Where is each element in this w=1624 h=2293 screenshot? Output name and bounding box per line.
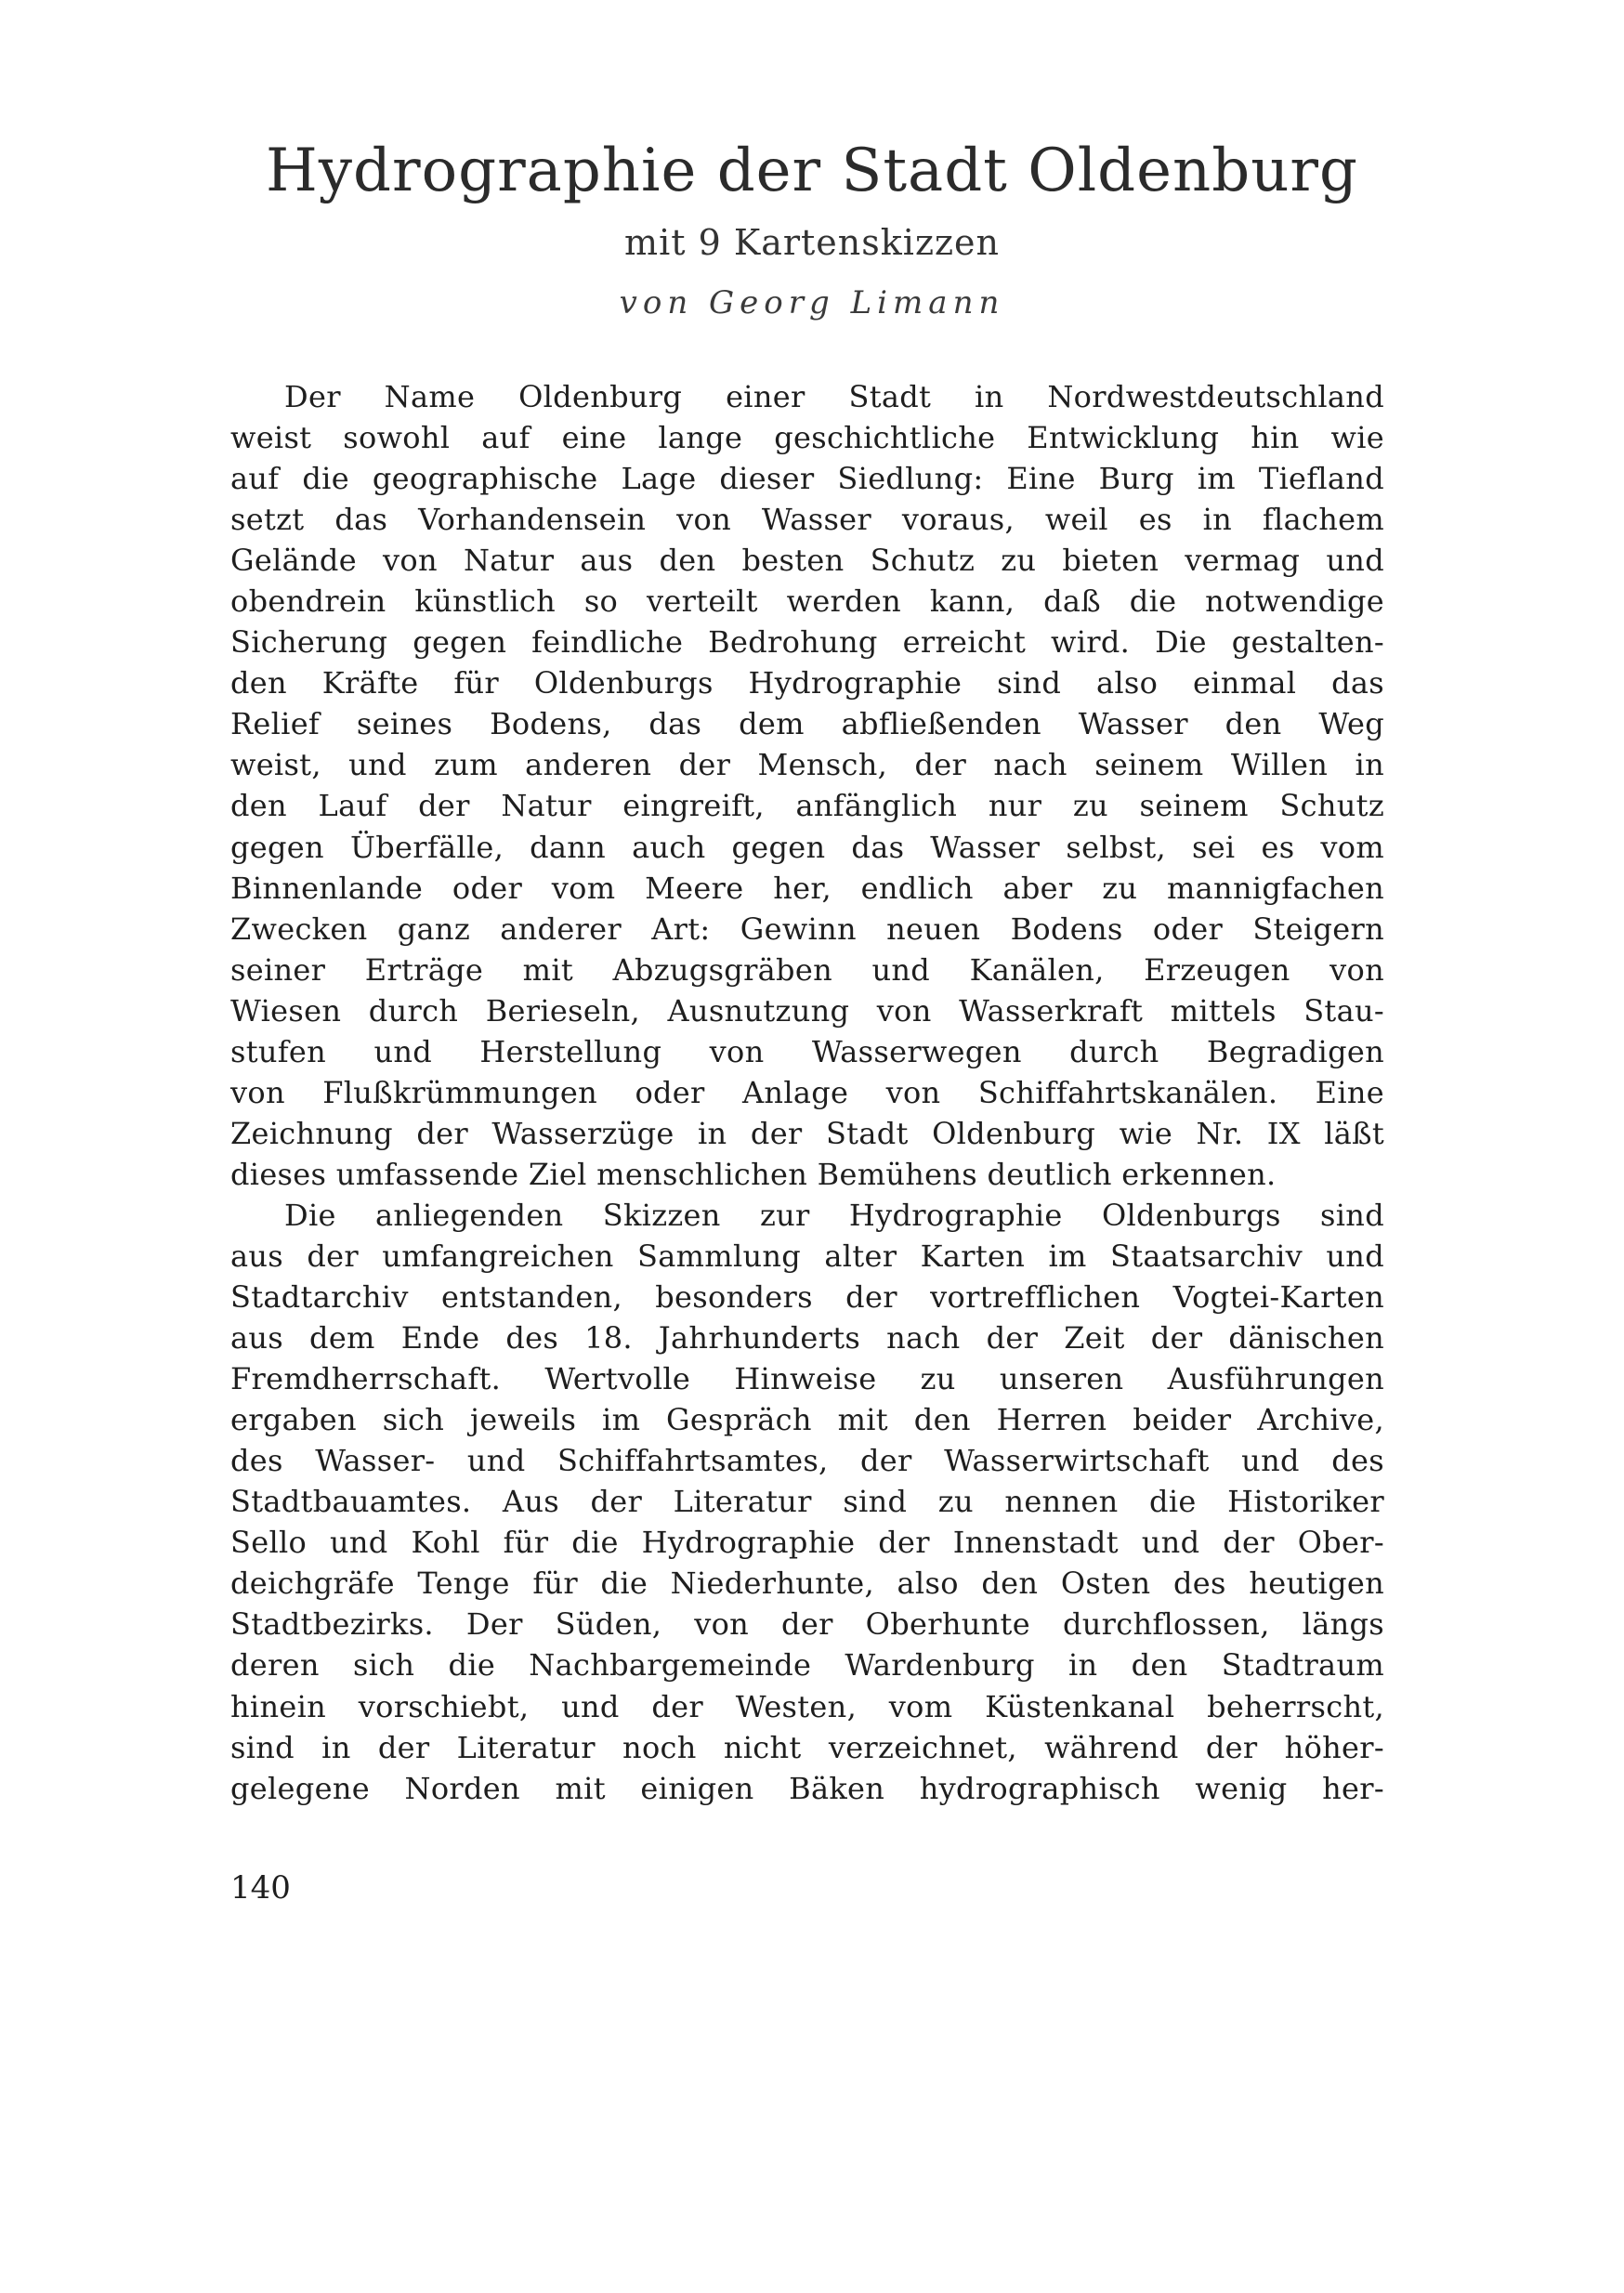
text-line: Stadtarchiv entstanden, besonders der vortrefflichen Vogtei-Karten <box>230 1279 1384 1316</box>
text-line: gegen Überfälle, dann auch gegen das Wasser selbst, sei es vom <box>230 829 1384 865</box>
text-line: Zeichnung der Wasserzüge in der Stadt Oldenburg wie Nr. IX läßt <box>230 1115 1384 1151</box>
article-subtitle: mit 9 Kartenskizzen <box>624 222 1000 263</box>
text-line: dieses umfassende Ziel menschlichen Bemühens deutlich erkennen. <box>230 1156 1277 1192</box>
text-line: Sello und Kohl für die Hydrographie der Innenstadt und der Ober- <box>230 1525 1384 1561</box>
text-line: weist sowohl auf eine lange geschichtliche Entwicklung hin wie <box>230 420 1384 456</box>
text-line: stufen und Herstellung von Wasserwegen durch Begradigen <box>230 1033 1384 1069</box>
text-line: Zwecken ganz anderer Art: Gewinn neuen Bodens oder Steigern <box>230 911 1384 947</box>
text-line: aus dem Ende des 18. Jahrhunderts nach der Zeit der dänischen <box>230 1320 1384 1356</box>
text-line: deren sich die Nachbargemeinde Wardenburg in den Stadtraum <box>230 1647 1384 1684</box>
text-line: Der Name Oldenburg einer Stadt in Nordwestdeutschland <box>284 379 1384 414</box>
text-line: setzt das Vorhandensein von Wasser voraus, weil es in flachem <box>230 502 1384 538</box>
text-line: sind in der Literatur noch nicht verzeichnet, während der höher- <box>230 1729 1384 1765</box>
text-line: von Flußkrümmungen oder Anlage von Schiffahrtskanälen. Eine <box>230 1074 1384 1110</box>
text-line: Fremdherrschaft. Wertvolle Hinweise zu unseren Ausführungen <box>230 1361 1384 1397</box>
text-line: des Wasser- und Schiffahrtsamtes, der Wasserwirtschaft und des <box>230 1443 1384 1479</box>
article-title: Hydrographie der Stadt Oldenburg <box>266 137 1358 205</box>
text-line: Binnenlande oder vom Meere her, endlich aber zu mannigfachen <box>230 870 1384 906</box>
article-author: von Georg Limann <box>619 284 1005 321</box>
text-line: den Kräfte für Oldenburgs Hydrographie sind also einmal das <box>230 665 1384 701</box>
text-line: ergaben sich jeweils im Gespräch mit den Herren beider Archive, <box>230 1402 1384 1438</box>
page-number: 140 <box>230 1869 291 1906</box>
text-line: Relief seines Bodens, das dem abfließenden Wasser den Weg <box>230 706 1384 742</box>
text-line: Stadtbauamtes. Aus der Literatur sind zu nennen die Historiker <box>230 1484 1384 1520</box>
text-line: den Lauf der Natur eingreift, anfänglich nur zu seinem Schutz <box>230 788 1384 824</box>
text-line: seiner Erträge mit Abzugsgräben und Kanälen, Erzeugen von <box>230 951 1384 988</box>
text-line: obendrein künstlich so verteilt werden kann, daß die notwendige <box>230 583 1384 620</box>
text-line: auf die geographische Lage dieser Siedlung: Eine Burg im Tiefland <box>230 461 1384 497</box>
text-line: aus der umfangreichen Sammlung alter Karten im Staatsarchiv und <box>230 1238 1384 1274</box>
text-line: Wiesen durch Berieseln, Ausnutzung von Wasserkraft mittels Stau- <box>230 992 1384 1029</box>
text-line: Stadtbezirks. Der Süden, von der Oberhunte durchflossen, längs <box>230 1606 1384 1643</box>
text-line: Die anliegenden Skizzen zur Hydrographie Oldenburgs sind <box>284 1197 1384 1233</box>
text-line: weist, und zum anderen der Mensch, der nach seinem Willen in <box>230 747 1384 783</box>
text-line: hinein vorschiebt, und der Westen, vom Küstenkanal beherrscht, <box>230 1688 1384 1724</box>
text-line: Gelände von Natur aus den besten Schutz zu bieten vermag und <box>230 543 1384 579</box>
text-line: gelegene Norden mit einigen Bäken hydrographisch wenig her- <box>230 1770 1384 1806</box>
body-text <box>230 376 1384 1809</box>
text-line: deichgräfe Tenge für die Niederhunte, also den Osten des heutigen <box>230 1566 1384 1602</box>
text-line: Sicherung gegen feindliche Bedrohung erreicht wird. Die gestalten- <box>230 624 1384 661</box>
